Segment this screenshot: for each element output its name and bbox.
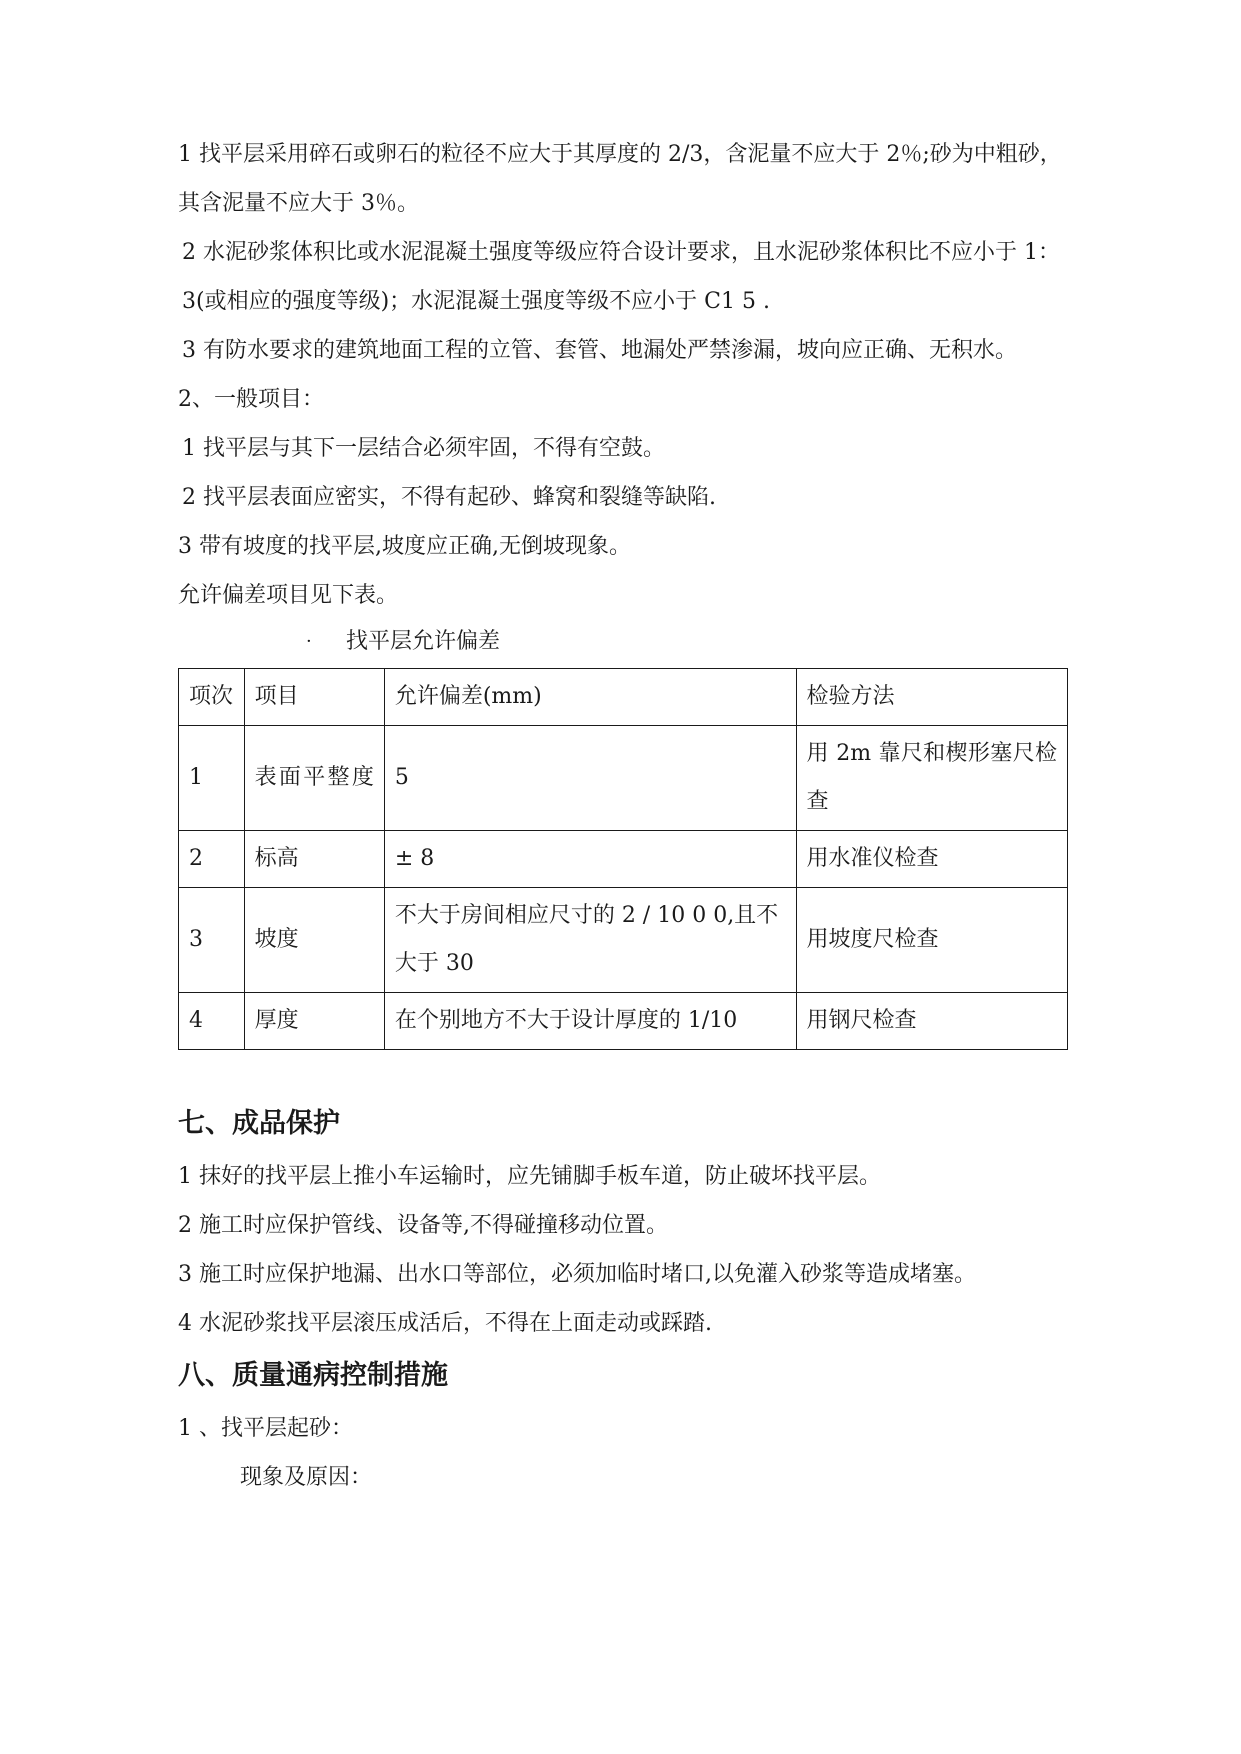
paragraph-main-item-3: 3 有防水要求的建筑地面工程的立管、套管、地漏处严禁渗漏，坡向应正确、无积水。: [182, 338, 1017, 363]
protection-item-2: 2 施工时应保护管线、设备等,不得碰撞移动位置。: [178, 1213, 668, 1238]
section-spacer: [178, 1050, 1066, 1096]
document-page: [178, 130, 1066, 1502]
caption-title: 找平层允许偏差: [346, 629, 501, 654]
cell-index: 1: [179, 726, 245, 831]
table-header-row: [179, 669, 1068, 726]
cell-index: 2: [179, 831, 245, 888]
table-caption: [178, 620, 1066, 664]
cell-method: 用钢尺检查: [796, 993, 1067, 1050]
paragraph-general-item-1: 1 找平层与其下一层结合必须牢固，不得有空鼓。: [182, 436, 665, 461]
cell-item: 坡度: [244, 888, 384, 993]
cell-item: 标高: [244, 831, 384, 888]
header-cell-tolerance: 允许偏差(mm): [384, 669, 796, 726]
cell-tolerance: ± 8: [384, 831, 796, 888]
table-row: [179, 993, 1068, 1050]
paragraph-table-intro: 允许偏差项目见下表。: [178, 583, 399, 608]
paragraph-main-item-1: 1 找平层采用碎石或卵石的粒径不应大于其厚度的 2/3，含泥量不应大于 2％;砂为中粗砂，其含泥量不应大于 3％。: [178, 142, 1062, 216]
cell-tolerance: 5: [384, 726, 796, 831]
header-cell-method: 检验方法: [796, 669, 1067, 726]
paragraph-general-item-2: 2 找平层表面应密实，不得有起砂、蜂窝和裂缝等缺陷.: [182, 485, 716, 510]
table-row: [179, 726, 1068, 831]
paragraph-general-item-3: 3 带有坡度的找平层,坡度应正确,无倒坡现象。: [178, 534, 631, 559]
cell-item: 厚度: [244, 993, 384, 1050]
cell-index: 4: [179, 993, 245, 1050]
protection-item-1: 1 抹好的找平层上推小车运输时，应先铺脚手板车道，防止破坏找平层。: [178, 1164, 881, 1189]
cell-method: 用水准仪检查: [796, 831, 1067, 888]
section-heading-finished-product-protection: 七、成品保护: [178, 1108, 340, 1139]
paragraph-main-item-2: 2 水泥砂浆体积比或水泥混凝土强度等级应符合设计要求，且水泥砂浆体积比不应小于 1：3(或相应的强度等级)；水泥混凝土强度等级不应小于 C1 5 .: [182, 240, 1060, 314]
protection-item-4: 4 水泥砂浆找平层滚压成活后，不得在上面走动或踩踏.: [178, 1311, 712, 1336]
quality-subheading-1-detail: 现象及原因：: [240, 1465, 373, 1490]
header-cell-index: 项次: [179, 669, 245, 726]
section-heading-quality-control: 八、质量通病控制措施: [178, 1360, 448, 1391]
quality-subheading-1: 1 、找平层起砂：: [178, 1416, 353, 1441]
cell-method: 用坡度尺检查: [796, 888, 1067, 993]
table-row: [179, 831, 1068, 888]
cell-tolerance: 在个别地方不大于设计厚度的 1/10: [384, 993, 796, 1050]
cell-tolerance: 不大于房间相应尺寸的 2 / 10 0 0,且不大于 30: [384, 888, 796, 993]
tolerance-table: [178, 668, 1068, 1050]
protection-item-3: 3 施工时应保护地漏、出水口等部位，必须加临时堵口,以免灌入砂浆等造成堵塞。: [178, 1262, 976, 1287]
cell-item: 表面平整度: [244, 726, 384, 831]
cell-index: 3: [179, 888, 245, 993]
cell-method: 用 2m 靠尺和楔形塞尺检查: [796, 726, 1067, 831]
caption-marker: ·: [306, 631, 312, 652]
table-row: [179, 888, 1068, 993]
header-cell-item: 项目: [244, 669, 384, 726]
paragraph-general-items-heading: 2、一般项目：: [178, 387, 324, 412]
